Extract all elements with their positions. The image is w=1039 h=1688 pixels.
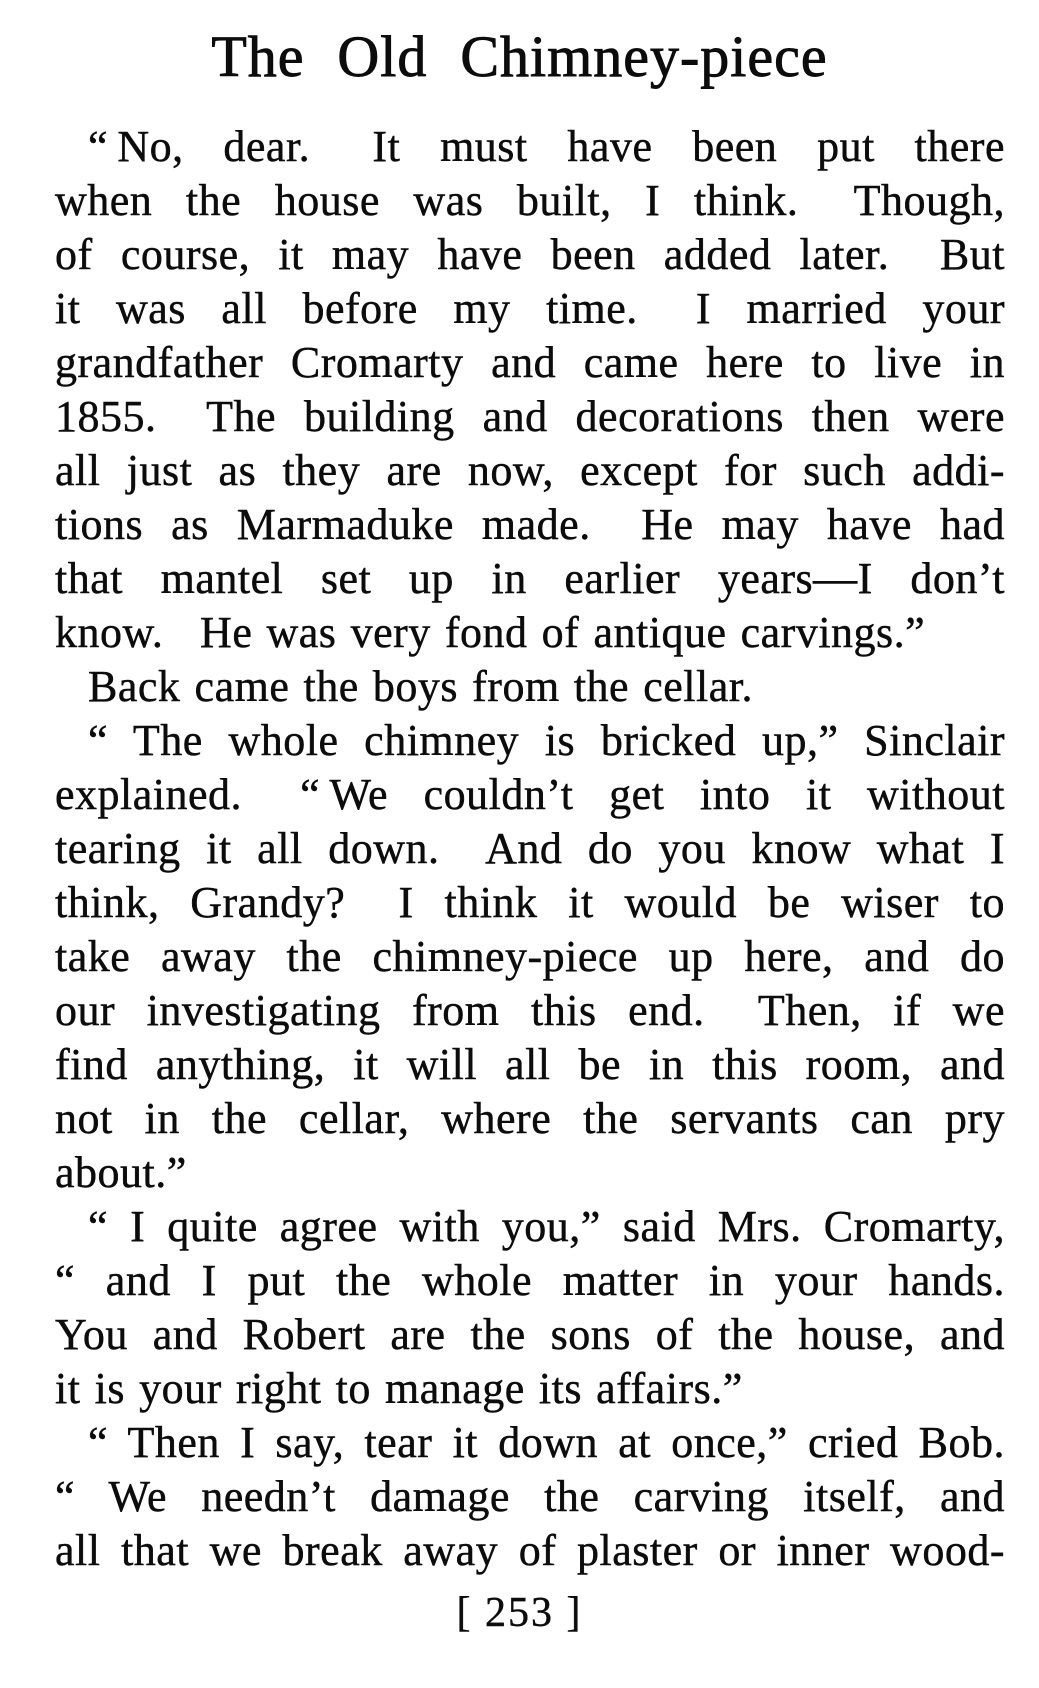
text-line: Back came the boys from the cellar. [88, 662, 753, 711]
text-line: it was all before my time. I married your [55, 284, 1005, 333]
text-line: You and Robert are the sons of the house, and [55, 1310, 1005, 1359]
text-line: about.” [55, 1148, 187, 1197]
text-line: it is your right to manage its affairs.” [55, 1364, 743, 1413]
text-line: “ Then I say, tear it down at once,” cried Bob. [88, 1418, 1005, 1467]
page-number: [ 253 ] [456, 1590, 583, 1636]
page-title: The Old Chimney-piece [211, 24, 828, 89]
text-line: take away the chimney-piece up here, and do [55, 932, 1005, 981]
text-line: “ and I put the whole matter in your hands. [55, 1256, 1005, 1305]
text-line: all that we break away of plaster or inner wood- [55, 1526, 1005, 1575]
text-line: that mantel set up in earlier years—I don’t [55, 554, 1005, 603]
text-line: think, Grandy? I think it would be wiser to [55, 878, 1005, 927]
text-line: all just as they are now, except for such addi- [55, 446, 1005, 495]
text-line: tions as Marmaduke made. He may have had [55, 500, 1005, 549]
text-line: “ No, dear. It must have been put there [88, 122, 1005, 171]
text-line: when the house was built, I think. Though, [55, 176, 1005, 225]
text-line: tearing it all down. And do you know what I [55, 824, 1005, 873]
text-line: know. He was very fond of antique carvings.” [55, 608, 926, 657]
text-line: of course, it may have been added later. But [55, 230, 1005, 279]
text-line: explained. “ We couldn’t get into it without [55, 770, 1005, 819]
body-text [55, 120, 1005, 1578]
text-line: 1855. The building and decorations then were [55, 392, 1005, 441]
text-line: “ The whole chimney is bricked up,” Sinclair [88, 716, 1005, 765]
text-line: “ I quite agree with you,” said Mrs. Cromarty, [88, 1202, 1005, 1251]
text-line: not in the cellar, where the servants can pry [55, 1094, 1005, 1143]
text-line: our investigating from this end. Then, if we [55, 986, 1005, 1035]
text-line: find anything, it will all be in this room, and [55, 1040, 1005, 1089]
text-line: grandfather Cromarty and came here to live in [55, 338, 1005, 387]
text-line: “ We needn’t damage the carving itself, and [55, 1472, 1005, 1521]
